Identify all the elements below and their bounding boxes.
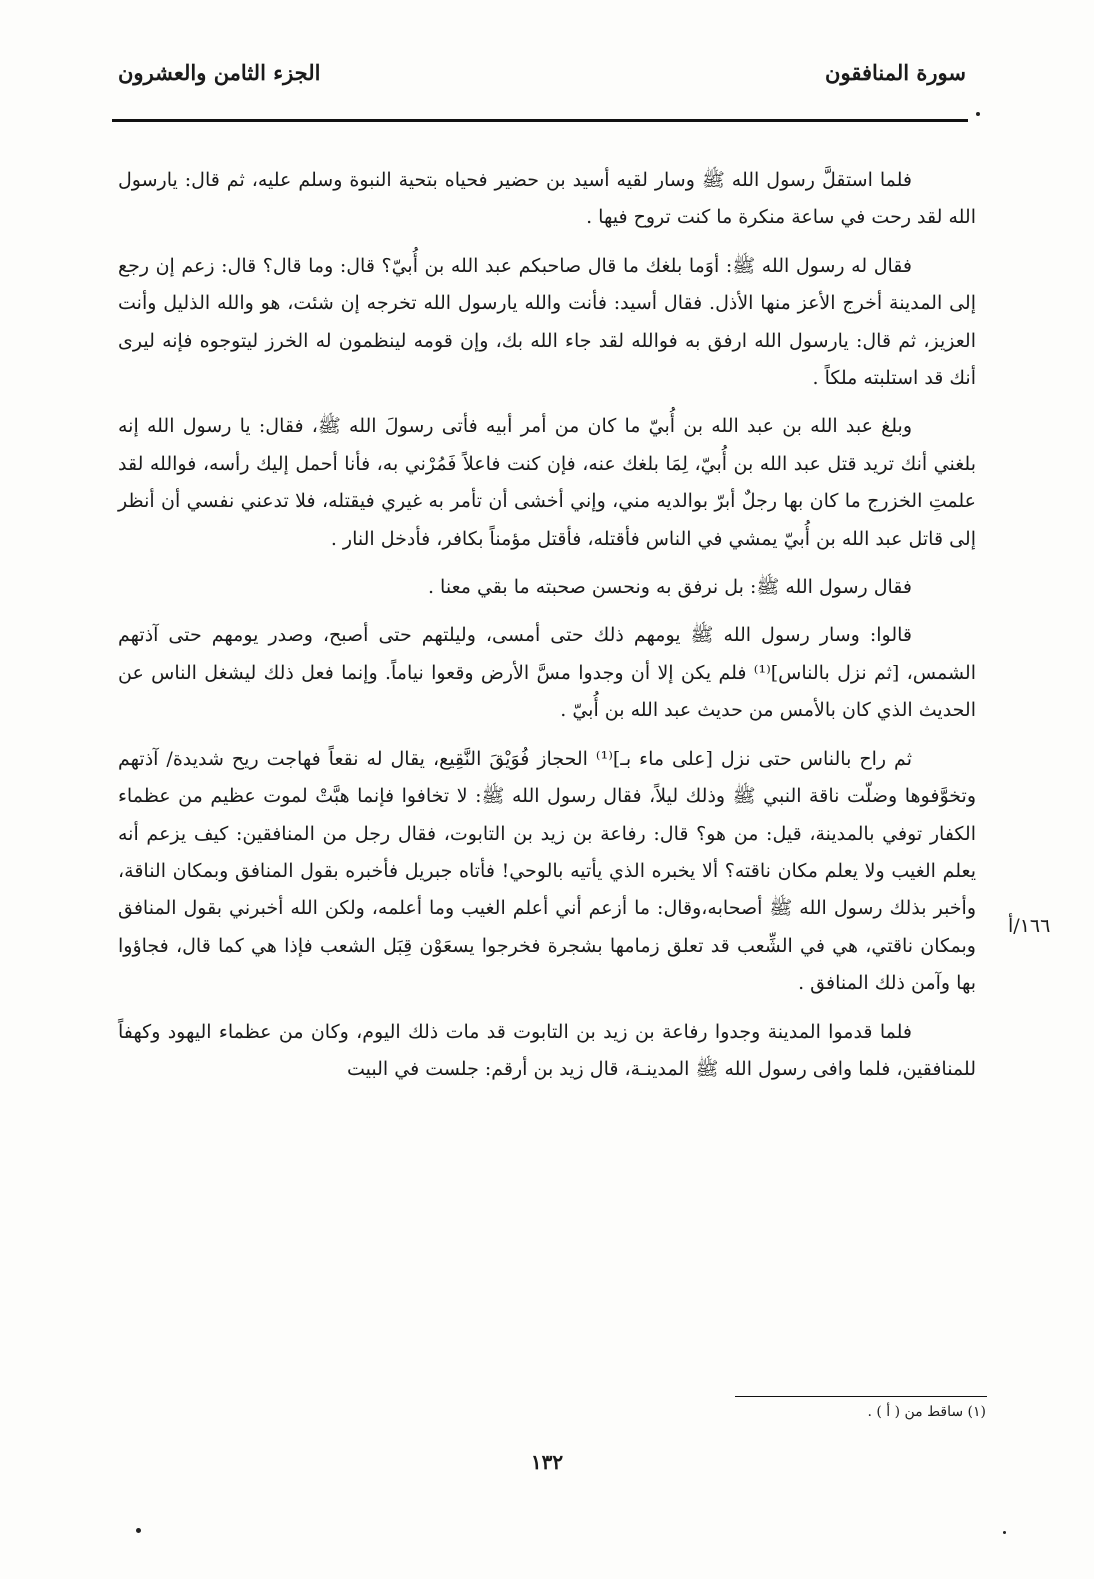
footnote-rule xyxy=(735,1396,987,1397)
juz-title: الجزء الثامن والعشرون xyxy=(118,60,321,85)
paragraph-1: فلما استقلَّ رسول الله ﷺ وسار لقيه أسيد بن حضير فحياه بتحية النبوة وسلم عليه، ثم قال: يارسول الله لقد رحت في ساعة منكرة ما كنت تروح فيها . xyxy=(118,169,976,229)
paragraph-5: قالوا: وسار رسول الله ﷺ يومهم ذلك حتى أمسى، وليلتهم حتى أصبح، وصدر يومهم حتى آذتهم الشمس، [ثم نزل بالناس]⁽¹⁾ فلم يكن إلا أن وجدوا مسَّ الأرض وقعوا نياماً. وإنما فعل ذلك ليشغل الناس عن الحديث الذي كان بالأمس من حديث عبد الله بن أُبيّ . xyxy=(118,624,976,722)
paragraph-6: ثم راح بالناس حتى نزل [على ماء بـ]⁽¹⁾ الحجاز فُوَيْقَ النَّقِيع، يقال له نقعاً فهاجت ريح شديدة/ آذتهم وتخوَّفوها وضلّت ناقة النبي ﷺ وذلك ليلاً، فقال رسول الله ﷺ: لا تخافوا فإنما هبَّتْ لموت عظيم من عظماء الكفار توفي بالمدينة، قيل: من هو؟ قال: رفاعة بن زيد بن التابوت، فقال رجل من المنافقين: كيف يزعم أنه يعلم الغيب ولا يعلم مكان ناقته؟ ألا يخبره الذي يأتيه بالوحي! فأتاه جبريل فأخبره بقول المنافق وبمكان الناقة، وأخبر بذلك رسول الله ﷺ أصحابه،وقال: ما أزعم أني أعلم الغيب وما أعلمه، ولكن الله أخبرني بقول المنافق وبمكان ناقتي، هي في الشِّعب قد تعلق زمامها بشجرة فخرجوا يسعَوْن قِبَل الشعب فإذا هي كما قال، فجاؤوا بها وآمن ذلك المنافق . xyxy=(118,747,976,995)
footnote: (١) ساقط من ( أ ) . xyxy=(867,1404,986,1420)
body-text xyxy=(118,162,976,1099)
speck-mark xyxy=(1003,1531,1006,1534)
speck-mark xyxy=(976,112,980,116)
paragraph-4: فقال رسول الله ﷺ: بل نرفق به ونحسن صحبته ما بقي معنا . xyxy=(427,576,912,599)
header-rule xyxy=(112,119,968,122)
speck-mark xyxy=(136,1528,141,1533)
paragraph-7: فلما قدموا المدينة وجدوا رفاعة بن زيد بن التابوت قد مات ذلك اليوم، وكان من عظماء اليهود وكهفاً للمنافقين، فلما وافى رسول الله ﷺ المدينـة، قال زيد بن أرقم: جلست في البيت xyxy=(118,1020,976,1080)
paragraph-3: وبلغ عبد الله بن عبد الله بن أُبيّ ما كان من أمر أبيه فأتى رسولَ الله ﷺ، فقال: يا رسول الله إنه بلغني أنك تريد قتل عبد الله بن أُبيّ، لِمَا بلغك عنه، فإن كنت فاعلاً فَمُرْني به، فأنا أحمل إليك رأسه، فوالله لقد علمتِ الخزرج ما كان بها رجلٌ أبرّ بوالديه مني، وإني أخشى أن تأمر به غيري فيقتله، فلا تدعني نفسي أن أنظر إلى قاتل عبد الله بن أُبيّ يمشي في الناس فأقتله، فأقتل مؤمناً بكافر، فأدخل النار . xyxy=(118,415,976,550)
margin-folio-note: ١٦٦/أ xyxy=(1008,915,1051,937)
surah-title: سورة المنافقون xyxy=(825,60,966,85)
paragraph-2: فقال له رسول الله ﷺ: أوَما بلغك ما قال صاحبكم عبد الله بن أُبيّ؟ قال: وما قال؟ قال: زعم إن رجع إلى المدينة أخرج الأعز منها الأذل. فقال أسيد: فأنت والله يارسول الله تخرجه إن شئت، هو والله الذليل وأنت العزيز، ثم قال: يارسول الله ارفق به فوالله لقد جاء الله بك، وإن قومه لينظمون له الخرز ليتوجوه فإنه ليرى أنك قد استلبته ملكاً . xyxy=(118,254,976,390)
page-number: ١٣٢ xyxy=(530,1450,564,1474)
